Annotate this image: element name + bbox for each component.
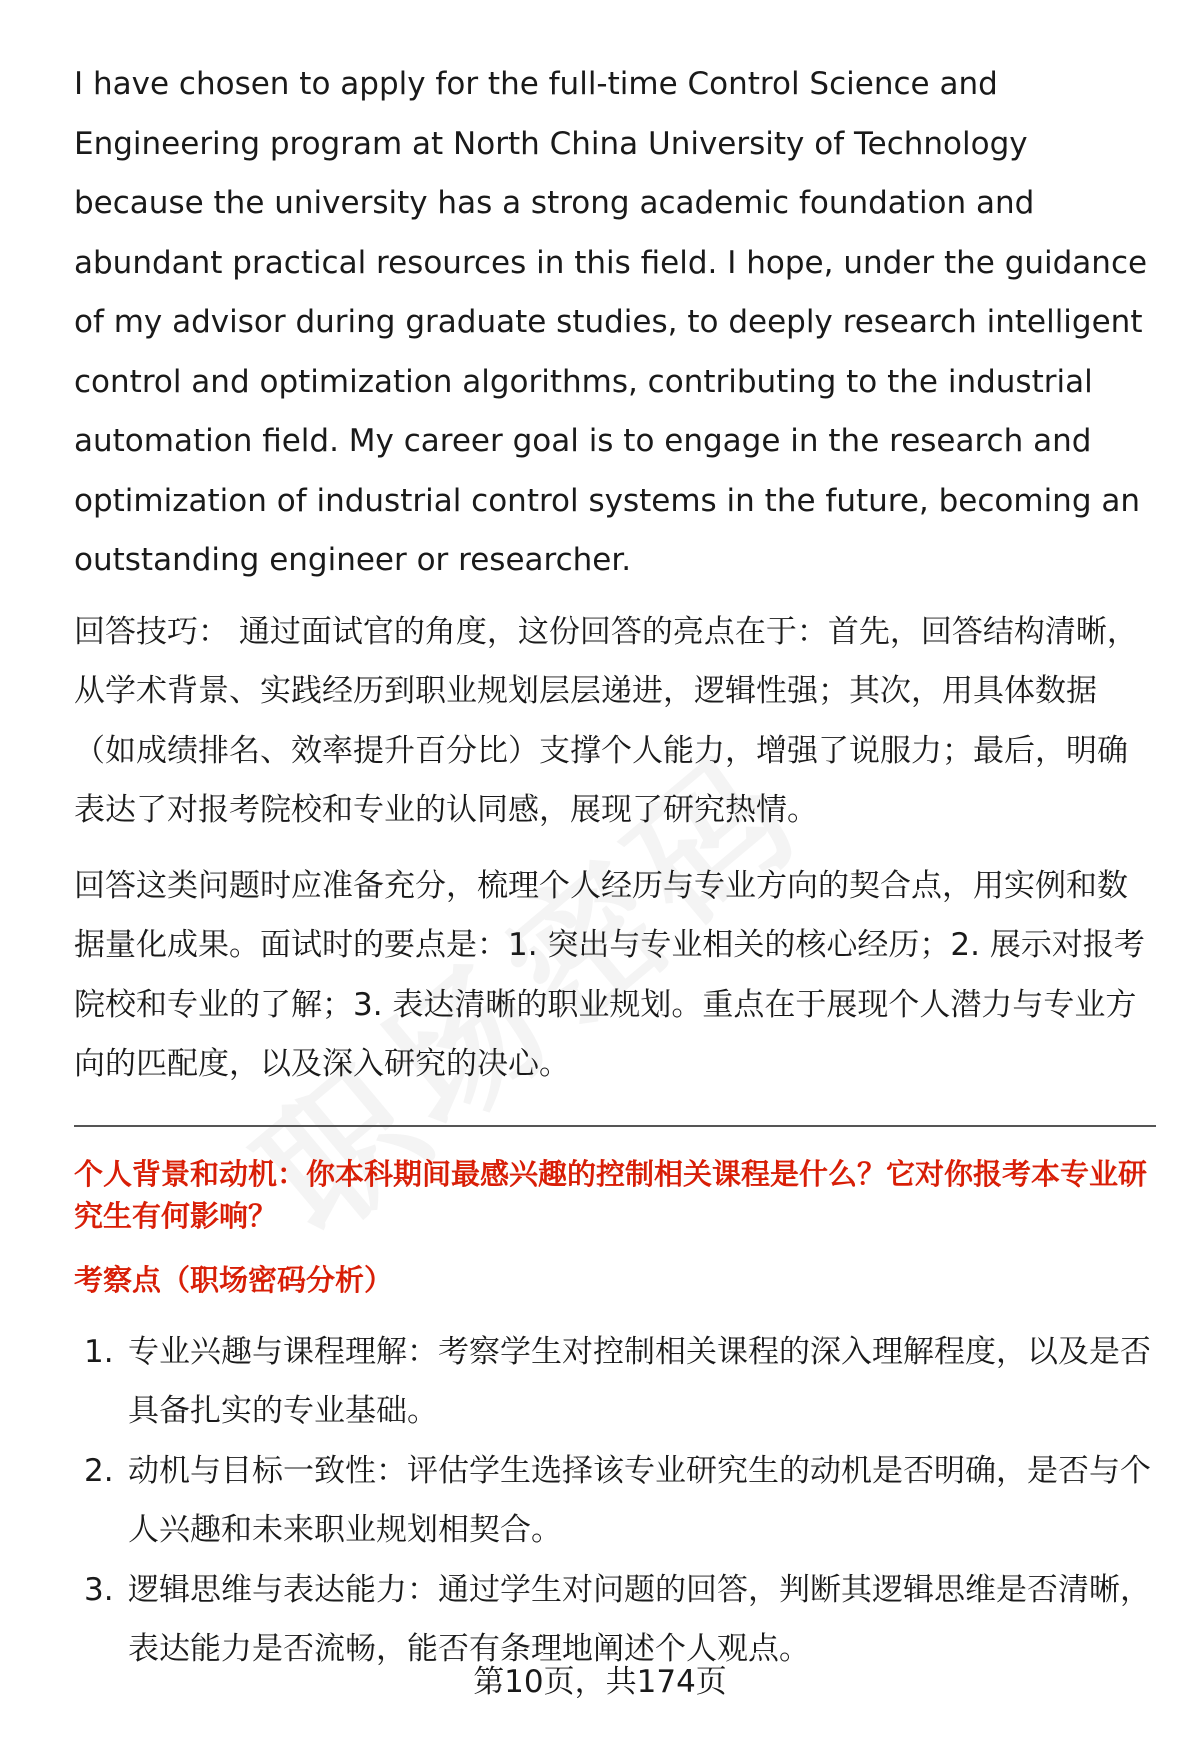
list-item-number: 2. — [84, 1452, 114, 1489]
assessment-points-list — [74, 1323, 1156, 1680]
page-number: 第10页，共174页 — [473, 1664, 727, 1700]
list-item-text: 动机与目标一致性：评估学生选择该专业研究生的动机是否明确，是否与个人兴趣和未来职业规划相契合。 — [128, 1452, 1151, 1548]
section-divider — [74, 1125, 1156, 1127]
list-item — [74, 1442, 1156, 1561]
list-item — [74, 1323, 1156, 1442]
page-content — [74, 55, 1156, 1680]
question-title: 个人背景和动机：你本科期间最感兴趣的控制相关课程是什么？它对你报考本专业研究生有何影响？ — [74, 1156, 1148, 1233]
english-answer-paragraph: I have chosen to apply for the full-time Control Science and Engineering program at North China University of Technology because the university has a strong academic foundation and abundant practical resources in this field. I hope, under the guidance of my advisor during graduate studies, to deeply research intelligent control and optimization algorithms, contributing to the industrial automation field. My career goal is to engage in the research and optimization of industrial control systems in the future, becoming an outstanding engineer or researcher. — [74, 66, 1148, 578]
list-item-number: 3. — [84, 1571, 114, 1608]
list-item-number: 1. — [84, 1333, 114, 1370]
assessment-points-heading: 考察点（职场密码分析） — [74, 1262, 394, 1297]
answer-tips-paragraph: 回答技巧： 通过面试官的角度，这份回答的亮点在于：首先，回答结构清晰，从学术背景、实践经历到职业规划层层递进，逻辑性强；其次，用具体数据（如成绩排名、效率提升百分比）支撑个人能力，增强了说服力；最后，明确表达了对报考院校和专业的认同感，展现了研究热情。 — [74, 613, 1138, 828]
list-item-text: 专业兴趣与课程理解：考察学生对控制相关课程的深入理解程度，以及是否具备扎实的专业基础。 — [128, 1333, 1151, 1429]
list-item-text: 逻辑思维与表达能力：通过学生对问题的回答，判断其逻辑思维是否清晰，表达能力是否流畅，能否有条理地阐述个人观点。 — [128, 1571, 1151, 1667]
answer-advice-paragraph: 回答这类问题时应准备充分，梳理个人经历与专业方向的契合点，用实例和数据量化成果。面试时的要点是：1. 突出与专业相关的核心经历；2. 展示对报考院校和专业的了解；3. 表达清晰的职业规划。重点在于展现个人潜力与专业方向的匹配度，以及深入研究的决心。 — [74, 867, 1145, 1082]
